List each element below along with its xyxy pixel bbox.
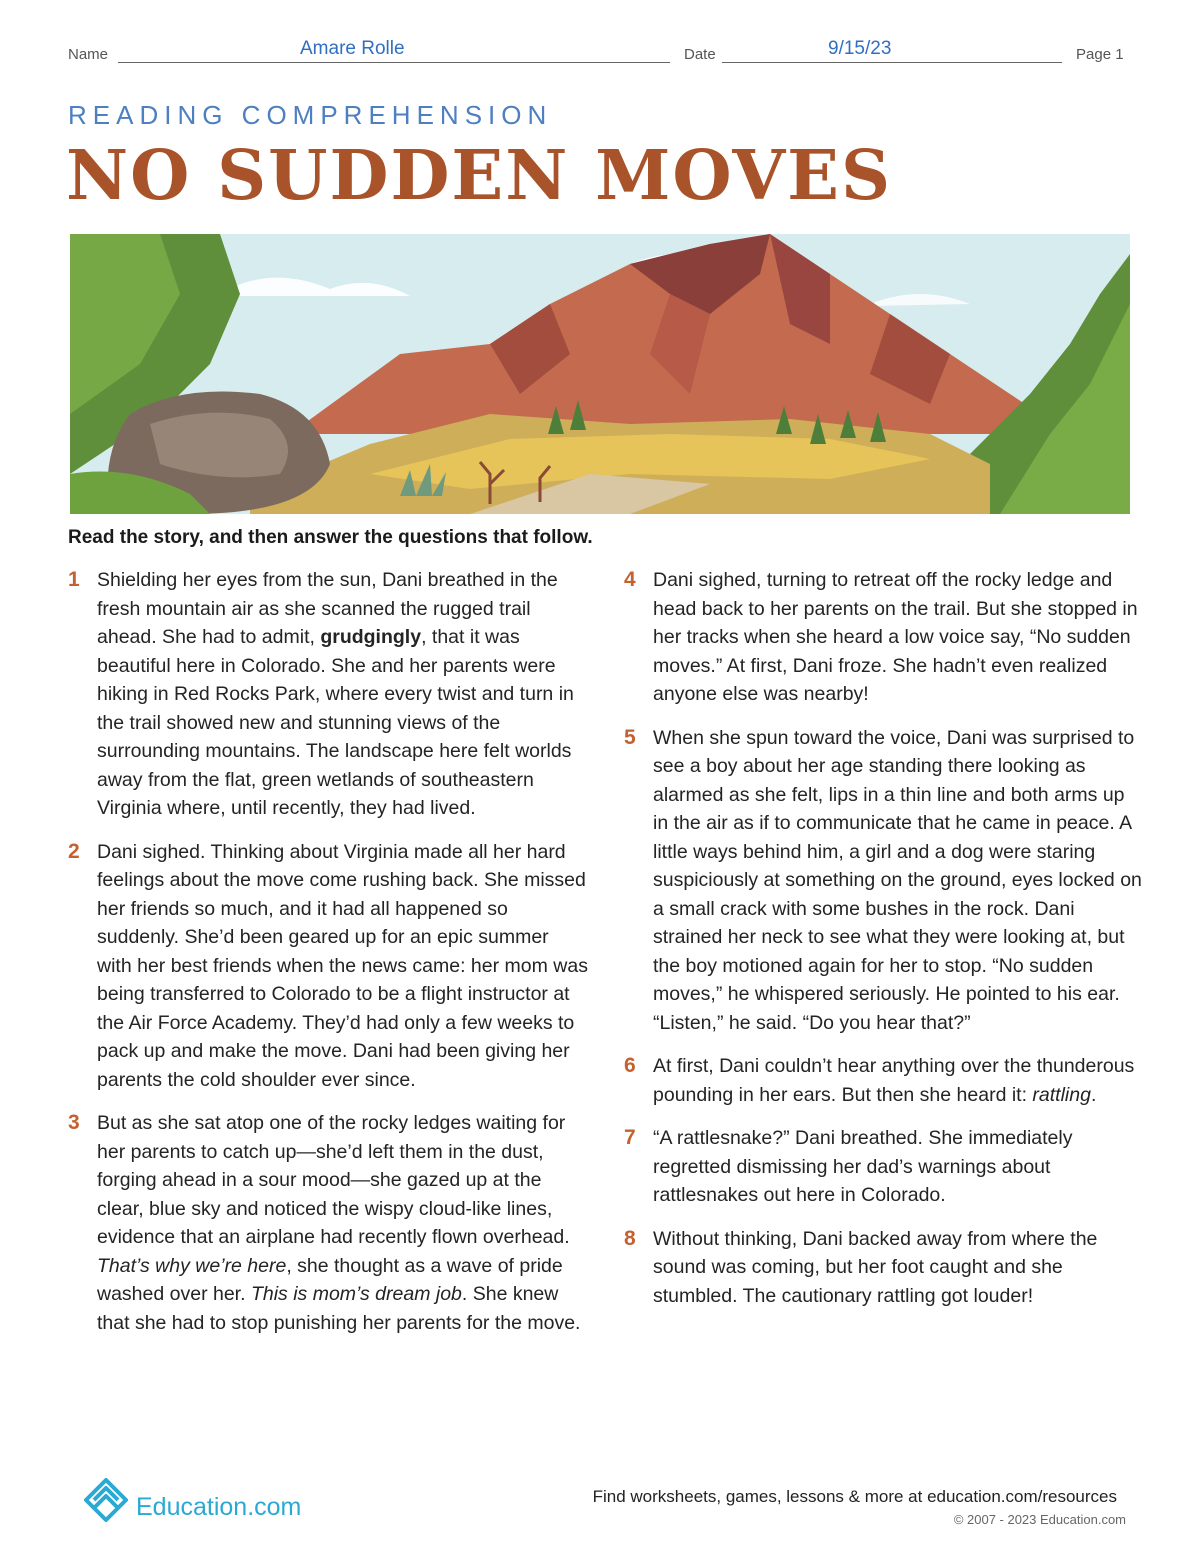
mountain-landscape-illustration — [70, 234, 1130, 514]
paragraph-number: 6 — [624, 1054, 636, 1077]
name-line[interactable] — [118, 62, 670, 63]
paragraph-number: 7 — [624, 1126, 636, 1149]
paragraph-number: 4 — [624, 568, 636, 591]
paragraph-number: 1 — [68, 568, 80, 591]
story-paragraph — [624, 1124, 1144, 1210]
story-paragraph — [68, 1109, 588, 1337]
paragraph-text: Without thinking, Dani backed away from where the sound was coming, but her foot caught and she stumbled. The cautionary rattling got louder! — [653, 1227, 1098, 1307]
story-paragraph — [624, 566, 1144, 709]
date-line[interactable] — [722, 62, 1062, 63]
education-com-logo[interactable] — [80, 1470, 340, 1530]
paragraph-text: Dani sighed, turning to retreat off the rocky ledge and head back to her parents on the trail. But she stopped in her tracks when she heard a low voice say, “No sudden moves.” At first, Dani froze. She hadn’t even realized anyone else was nearby! — [653, 569, 1138, 705]
footer-resources-link[interactable]: Find worksheets, games, lessons & more at education.com/resources — [592, 1487, 1117, 1506]
paragraph-text: At first, Dani couldn’t hear anything over the thunderous pounding in her ears. But then she heard it: — [653, 1055, 1135, 1106]
paragraph-text: . She knew that she had to stop punishing her parents for the move. — [97, 1283, 581, 1334]
paragraph-number: 3 — [68, 1111, 80, 1134]
worksheet-header — [68, 40, 1128, 68]
story-paragraph — [68, 838, 588, 1095]
education-logo-icon — [80, 1470, 132, 1530]
story-paragraph — [68, 566, 588, 823]
story-paragraph — [624, 724, 1144, 1038]
vocabulary-word: grudgingly — [320, 626, 422, 648]
story-column-left — [68, 566, 588, 1352]
paragraph-text: Dani sighed. Thinking about Virginia made all her hard feelings about the move come rushing back. She missed her friends so much, and it had all happened so suddenly. She’d been geared up for an epic summer with her best friends when the news came: her mom was being transferred to Colorado to be a flight instructor at the Air Force Academy. They’d had only a few weeks to pack up and make the move. Dani had been giving her parents the cold shoulder ever since. — [97, 840, 588, 1091]
name-value: Amare Rolle — [300, 38, 405, 59]
logo-wordmark: Education.com — [136, 1493, 302, 1521]
story-paragraph — [624, 1052, 1144, 1109]
paragraph-text: Shielding her eyes from the sun, Dani breathed in the fresh mountain air as she scanned the rugged trail ahead. She had to admit, — [97, 569, 558, 648]
date-value: 9/15/23 — [828, 38, 892, 59]
page-title: NO SUDDEN MOVES — [66, 136, 893, 216]
paragraph-text: “A rattlesnake?” Dani breathed. She immediately regretted dismissing her dad’s warnings about rattlesnakes out here in Colorado. — [653, 1127, 1073, 1206]
italic-sound: rattling — [1032, 1083, 1091, 1106]
story-column-right — [624, 566, 1144, 1325]
paragraph-text: , that it was beautiful here in Colorado. She and her parents were hiking in Red Rocks Park, where every twist and turn in the trail showed new and stunning views of the surrounding mountains. The landscape here felt worlds away from the flat, green wetlands of southeastern Virginia where, until recently, they had lived. — [97, 626, 574, 819]
instructions: Read the story, and then answer the questions that follow. — [68, 527, 593, 548]
paragraph-text: . — [1090, 1083, 1097, 1106]
footer-copyright: © 2007 - 2023 Education.com — [953, 1512, 1126, 1527]
name-label: Name — [68, 46, 109, 63]
paragraph-number: 8 — [624, 1226, 636, 1250]
italic-thought: That’s why we’re here — [97, 1254, 287, 1277]
paragraph-text: When she spun toward the voice, Dani was surprised to see a boy about her age standing there looking as alarmed as she felt, lips in a thin line and both arms up in the air as if to communicate that he came in peace. A little ways behind him, a girl and a dog were staring suspiciously at something on the ground, eyes locked on a small crack with some bushes in the rock. Dani strained her neck to see what they were looking at, but the boy motioned again for her to stop. “No sudden moves,” he whispered seriously. He pointed to his ear. “Listen,” he said. “Do you hear that?” — [653, 726, 1142, 1034]
section-kicker: READING COMPREHENSION — [68, 100, 553, 130]
date-label: Date — [684, 46, 716, 63]
paragraph-text: , she thought as a wave of pride washed over her. — [97, 1254, 563, 1305]
paragraph-text: But as she sat atop one of the rocky ledges waiting for her parents to catch up—she’d left them in the dust, forging ahead in a sour mood—she gazed up at the clear, blue sky and noticed the wispy cloud-like lines, evidence that an airplane had recently flown overhead. — [97, 1112, 570, 1248]
paragraph-number: 2 — [68, 839, 80, 863]
page-label: Page 1 — [1076, 46, 1124, 63]
italic-thought: This is mom’s dream job — [250, 1283, 462, 1305]
story-paragraph — [624, 1225, 1144, 1311]
paragraph-number: 5 — [624, 725, 636, 749]
